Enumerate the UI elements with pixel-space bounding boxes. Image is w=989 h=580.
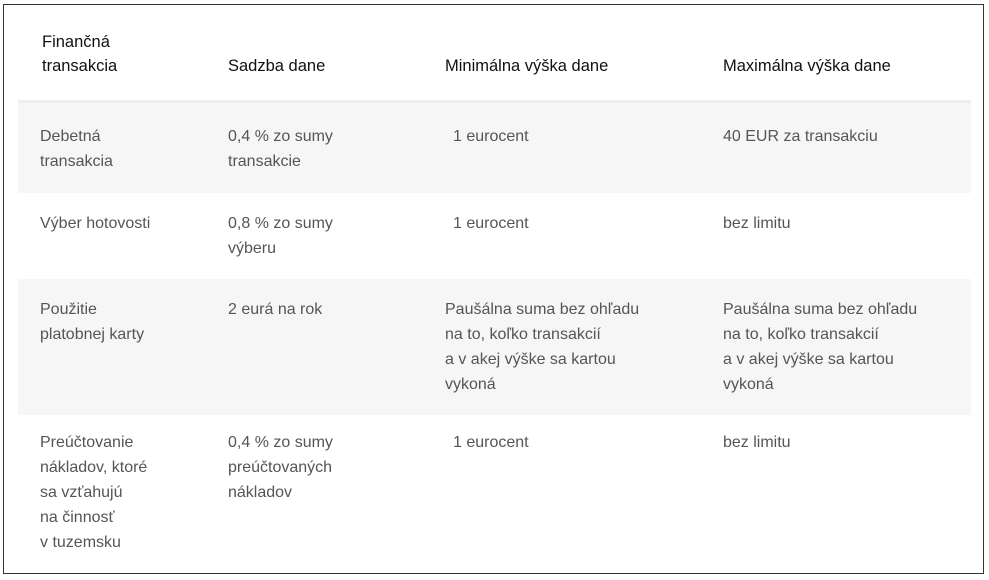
cell-min-tax: Paušálna suma bez ohľadu na to, koľko transakcií a v akej výške sa kartou vykoná [445, 301, 640, 393]
table-row [18, 193, 971, 279]
table-header-row [18, 19, 971, 103]
cell-transaction-type: Debetná transakcia [40, 128, 113, 170]
tax-table [18, 19, 971, 565]
cell-tax-rate: 2 eurá na rok [228, 301, 323, 318]
cell-transaction-type: Preúčtovanie nákladov, ktoré sa vzťahujú na činnosť v tuzemsku [40, 434, 148, 551]
header-financna-transakcia: Finančná transakcia [42, 33, 118, 75]
cell-min-tax: 1 eurocent [453, 128, 529, 145]
cell-tax-rate: 0,8 % zo sumy výberu [228, 215, 333, 257]
header-sadzba-dane: Sadzba dane [228, 57, 326, 75]
cell-max-tax: bez limitu [723, 215, 791, 232]
table-row [18, 279, 971, 415]
cell-max-tax: bez limitu [723, 434, 791, 451]
cell-tax-rate: 0,4 % zo sumy transakcie [228, 128, 333, 170]
cell-min-tax: 1 eurocent [453, 434, 529, 451]
cell-tax-rate: 0,4 % zo sumy preúčtovaných nákladov [228, 434, 333, 501]
cell-max-tax: Paušálna suma bez ohľadu na to, koľko transakcií a v akej výške sa kartou vykoná [723, 301, 918, 393]
header-maximalna-vyska-dane: Maximálna výška dane [723, 57, 891, 75]
table-row [18, 103, 971, 193]
table-row [18, 415, 971, 565]
cell-min-tax: 1 eurocent [453, 215, 529, 232]
header-minimalna-vyska-dane: Minimálna výška dane [445, 57, 609, 75]
table-frame [3, 4, 984, 574]
cell-max-tax: 40 EUR za transakciu [723, 128, 878, 145]
cell-transaction-type: Použitie platobnej karty [40, 301, 145, 343]
cell-transaction-type: Výber hotovosti [40, 215, 151, 232]
